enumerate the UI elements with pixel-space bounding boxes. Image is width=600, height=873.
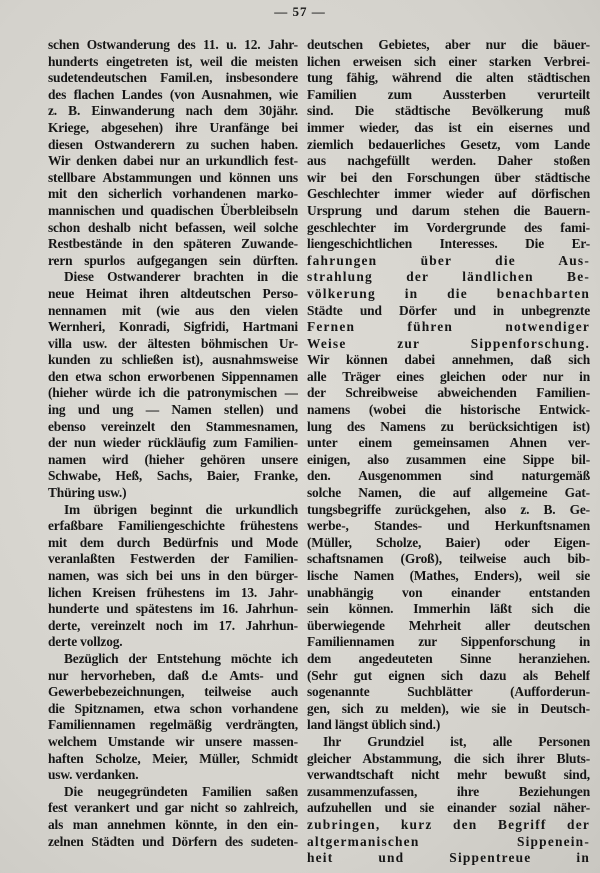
text-line: alle Träger eines gleichen oder nur in <box>307 368 590 384</box>
text-line: derte, vereinzelt noch im 17. Jahrhun- <box>48 617 298 633</box>
text-line: zusammenzufassen, ihre Beziehungen <box>307 783 590 799</box>
text-line: Gewerbebezeichnungen, teilweise auch <box>48 684 298 700</box>
text-line: gleicher Abstammung, die sich ihrer Bluts- <box>307 750 590 766</box>
text-line: ing und ung — Namen stellen) und <box>48 402 298 418</box>
left-column <box>48 37 298 850</box>
text-line: dem angedeuteten Sinne heranziehen. <box>307 650 590 666</box>
text-line: Wernheri, Konradi, Sigfridi, Hartmani <box>48 319 298 335</box>
text-line: Wir denken dabei nur an urkundlich fest- <box>48 153 298 169</box>
text-line: tungsbegriffe zurückgehen, also z. B. Ge- <box>307 501 590 517</box>
text-line: die Spitznamen, etwa schon vorhandene <box>48 700 298 716</box>
text-line: kunden zu schließen ist), ausnahmsweise <box>48 352 298 368</box>
text-line: ziemlich bedauerliches Gesetz, vom Lande <box>307 136 590 152</box>
text-line: haften Scholze, Meier, Müller, Schmidt <box>48 750 298 766</box>
text-line: Kriege, abgesehen) ihre Uranfänge bei <box>48 119 298 135</box>
text-line: namens (wobei die historische Entwick- <box>307 402 590 418</box>
text-line: aus nachgefüllt werden. Daher stoßen <box>307 153 590 169</box>
text-line: Bezüglich der Entstehung möchte ich <box>64 650 298 666</box>
text-line: mit den sicherlich vorhandenen marko- <box>48 186 298 202</box>
text-line: überwiegende Mehrheit aller deutschen <box>307 617 590 633</box>
text-line: sein können. Immerhin läßt sich die <box>307 601 590 617</box>
text-line: lichen erweisen sich einer starken Verbrei- <box>307 53 590 69</box>
text-line: schaftsnamen (Groß), teilweise auch bib- <box>307 551 590 567</box>
text-line: den etwa schon erworbenen Sippennamen <box>48 368 298 384</box>
text-line: (hieher würde ich die patronymischen — <box>48 385 298 401</box>
text-line: zelnen Städten und Dörfern des sudeten- <box>48 833 298 849</box>
text-line: liengeschichtlichen Interesses. Die Er- <box>307 236 590 252</box>
text-line: z. B. Einwanderung nach dem 30jähr. <box>48 103 298 119</box>
text-line: usw. verdanken. <box>48 767 139 783</box>
text-line: rern spurlos aufgegangen sein dürften. <box>48 252 298 268</box>
text-line: des flachen Landes (von Ausnahmen, wie <box>48 86 298 102</box>
text-line: ebenso vereinzelt den Stammesnamen, <box>48 418 298 434</box>
text-line: sudetendeutschen Famil.en, insbesondere <box>48 70 298 86</box>
text-line: lung des Namens zu berücksichtigen ist) <box>307 418 590 434</box>
text-line: strahlung der ländlichen Be- <box>307 269 590 285</box>
text-line: fahrungen über die Aus- <box>307 252 590 268</box>
text-line: erfaßbare Familiengeschichte frühestens <box>48 518 298 534</box>
text-line: derte vollzog. <box>48 634 123 650</box>
text-line: (Müller, Scholze, Baier) oder Eigen- <box>307 534 590 550</box>
text-line: Fernen führen notwendiger <box>307 319 590 335</box>
text-line: land längst üblich sind.) <box>307 717 441 733</box>
text-line: immer wieder, das ist ein eisernes und <box>307 119 590 135</box>
text-line: mannischen und quadischen Überbleibseln <box>48 202 298 218</box>
text-line: nennamen mit (wie aus den vielen <box>48 302 298 318</box>
text-line: schon deshalb nicht befassen, weil solche <box>48 219 298 235</box>
text-line: Ursprung und darum stehen die Bauern- <box>307 202 590 218</box>
text-line: diesen Ostwanderern zu suchen haben. <box>48 136 298 152</box>
text-line: verwandtschaft nicht mehr bewußt sind, <box>307 767 590 783</box>
text-line: Wir können dabei annehmen, daß sich <box>307 352 590 368</box>
text-line: mit dem durch Bedürfnis und Mode <box>48 534 298 550</box>
text-line: solche Namen, die auf allgemeine Gat- <box>307 485 590 501</box>
text-line: geschlechter im Vordergrunde des fami- <box>307 219 590 235</box>
text-line: einigen, also zusammen eine Sippe bil- <box>307 451 590 467</box>
text-line: tung fähig, während die alten städtischen <box>307 70 590 86</box>
text-line: Familien zum Aussterben verurteilt <box>307 86 590 102</box>
text-line: Schwabe, Heß, Sachs, Baier, Franke, <box>48 468 298 484</box>
text-line: wir bei den Forschungen über städtische <box>307 169 590 185</box>
text-line: völkerung in die benachbarten <box>307 285 590 301</box>
text-line: schen Ostwanderung des 11. u. 12. Jahr- <box>48 37 298 52</box>
right-column <box>307 37 590 867</box>
text-line: Diese Ostwanderer brachten in die <box>64 269 298 285</box>
text-line: nur hervorheben, daß d.e Amts- und <box>48 667 298 683</box>
text-line: Weise zur Sippenforschung. <box>307 335 590 351</box>
text-line: den. Ausgenommen sind naturgemäß <box>307 468 590 484</box>
page-number: — 57 — <box>274 4 326 19</box>
text-line: heit und Sippentreue in <box>307 850 590 866</box>
text-line: veranlaßten Festwerden der Familien- <box>48 551 298 567</box>
text-line: sind. Die städtische Bevölkerung muß <box>307 103 590 119</box>
text-line: hunderts eingetreten ist, weil die meisten <box>48 53 298 69</box>
text-line: Städte und Dörfer und in unbegrenzte <box>307 302 590 318</box>
text-line: stellbare Abstammungen und können uns <box>48 169 298 185</box>
text-line: lichen Kreisen frühestens im 13. Jahr- <box>48 584 298 600</box>
text-line: sogenannte Suchblätter (Aufforderun- <box>307 684 590 700</box>
text-line: Thüring usw.) <box>48 485 127 501</box>
text-line: unabhängig von einander entstanden <box>307 584 590 600</box>
text-line: welchem Umstande wir unsere massen- <box>48 733 298 749</box>
text-line: gen, sich zu melden), wie sie in Deutsch- <box>307 700 590 716</box>
text-line: lische Namen (Mathes, Enders), weil sie <box>307 568 590 583</box>
text-line: namen, was sich bei uns in den bürger- <box>48 568 298 583</box>
text-line: zubringen, kurz den Begriff der <box>307 816 590 832</box>
text-line: der nun wieder rückläufig zum Familien- <box>48 435 298 451</box>
text-line: namen wird (hieher gehören unsere <box>48 451 298 467</box>
text-line: Familiennamen regelmäßig verdrängten, <box>48 717 298 733</box>
text-line: Restbestände in den späteren Zuwande- <box>48 236 298 252</box>
text-line: neue Heimat ihren altdeutschen Perso- <box>48 285 298 301</box>
text-line: hunderte und spätestens im 16. Jahrhun- <box>48 601 298 617</box>
text-line: werbe-, Standes- und Herkunftsnamen <box>307 518 590 534</box>
text-line: unter einem gemeinsamen Ahnen ver- <box>307 435 590 451</box>
text-line: altgermanischen Sippenein- <box>307 833 590 849</box>
text-line: der Schreibweise abweichenden Familien- <box>307 385 590 401</box>
text-line: villa usw. der ältesten böhmischen Ur- <box>48 335 298 351</box>
text-line: Ihr Grundziel ist, alle Personen <box>323 733 590 749</box>
text-line: deutschen Gebietes, aber nur die bäuer- <box>307 37 590 52</box>
text-line: Familiennamen zur Sippenforschung in <box>307 634 590 650</box>
text-line: fest verankert und gar nicht so zahlreich, <box>48 800 298 816</box>
text-line: (Sehr gut eignen sich dazu als Behelf <box>307 667 590 683</box>
text-line: Die neugegründeten Familien saßen <box>64 783 298 799</box>
text-line: als man annehmen könnte, in den ein- <box>48 816 298 832</box>
text-line: aufzuhellen und sie einander sozial näher- <box>307 800 590 816</box>
text-line: Geschlechter immer wieder auf dörfischen <box>307 186 590 202</box>
text-line: Im übrigen beginnt die urkundlich <box>64 501 298 517</box>
